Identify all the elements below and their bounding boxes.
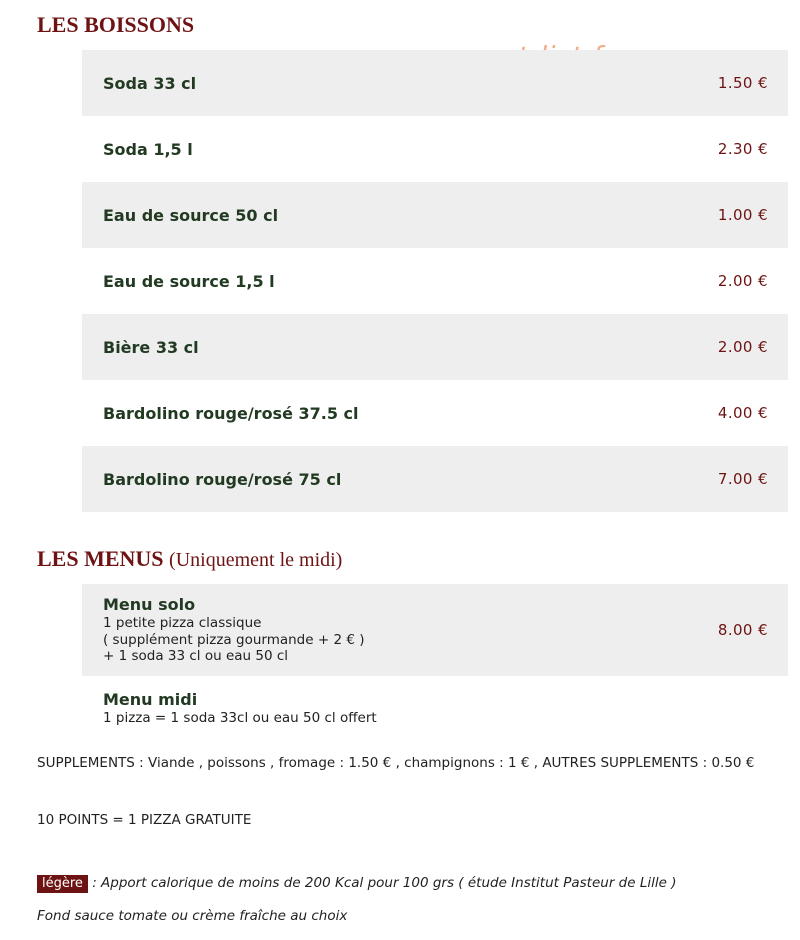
- item-name: Soda 1,5 l: [103, 139, 193, 159]
- item-price: 1.00 €: [717, 206, 768, 224]
- menus-list: [82, 584, 788, 727]
- menu-solo-details: [103, 595, 364, 665]
- menu-solo-line: 1 petite pizza classique: [103, 615, 262, 632]
- boissons-title-text: LES BOISSONS: [37, 12, 195, 37]
- menu-midi-details: [103, 690, 377, 727]
- boissons-list: [82, 50, 788, 512]
- list-item: [82, 446, 788, 512]
- item-price: 1.50 €: [717, 74, 768, 92]
- list-item: [82, 248, 788, 314]
- item-name: Eau de source 50 cl: [103, 205, 279, 225]
- menu-solo-name: Menu solo: [103, 595, 196, 615]
- list-item: [82, 182, 788, 248]
- item-name: Eau de source 1,5 l: [103, 271, 275, 291]
- legere-note: [37, 875, 676, 892]
- menu-midi: [82, 676, 788, 727]
- item-name: Bardolino rouge/rosé 75 cl: [103, 469, 342, 489]
- list-item: [82, 116, 788, 182]
- fond-text: Fond sauce tomate ou crème fraîche au choix: [37, 908, 348, 924]
- menu-solo-price: 8.00 €: [717, 621, 768, 639]
- menu-midi-name: Menu midi: [103, 690, 198, 709]
- legere-text: : Apport calorique de moins de 200 Kcal pour 100 grs ( étude Institut Pasteur de Lille ): [87, 875, 677, 891]
- item-name: Bière 33 cl: [103, 337, 199, 357]
- points-text: 10 POINTS = 1 PIZZA GRATUITE: [37, 812, 252, 828]
- legere-badge: légère: [37, 875, 88, 893]
- item-name: Soda 33 cl: [103, 73, 197, 93]
- menus-subtitle: (Uniquement le midi): [169, 549, 343, 571]
- item-price: 2.00 €: [717, 272, 768, 290]
- item-price: 4.00 €: [717, 404, 768, 422]
- boissons-title: [37, 12, 194, 38]
- list-item: [82, 314, 788, 380]
- supplements-text: SUPPLEMENTS : Viande , poissons , fromage : 1.50 € , champignons : 1 € , AUTRES SUPPLEMENTS : 0.50 €: [37, 755, 755, 771]
- menu-solo-line: ( supplément pizza gourmande + 2 € ): [103, 631, 365, 648]
- list-item: [82, 50, 788, 116]
- menu-midi-line: 1 pizza = 1 soda 33cl ou eau 50 cl offert: [103, 710, 377, 726]
- item-price: 2.30 €: [717, 140, 768, 158]
- item-name: Bardolino rouge/rosé 37.5 cl: [103, 403, 359, 423]
- menus-title-text: LES MENUS: [37, 546, 164, 571]
- menus-title: [37, 546, 342, 572]
- menu-solo: [82, 584, 788, 676]
- list-item: [82, 380, 788, 446]
- menu-solo-line: + 1 soda 33 cl ou eau 50 cl: [103, 648, 289, 665]
- item-price: 7.00 €: [717, 470, 768, 488]
- item-price: 2.00 €: [717, 338, 768, 356]
